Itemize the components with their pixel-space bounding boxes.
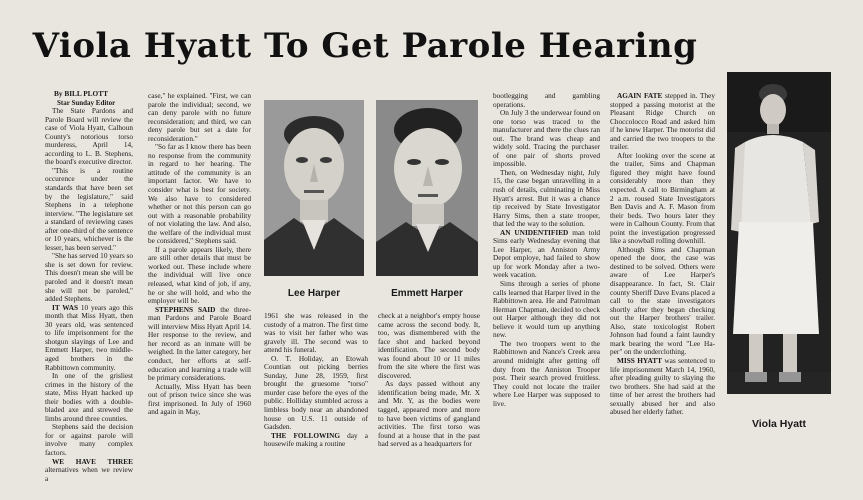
- paragraph: On July 3 the underwear found on one torso was traced to the manufacturer and there the clues ran out. The brand was cheap and widely sold. Tracing the purchaser of one pair of shorts proved impossible.: [493, 108, 600, 169]
- paragraph-lead: IT WAS: [52, 302, 79, 312]
- article-column-6: [610, 92, 715, 490]
- paragraph: "So far as I know there has been no response from the community in regard to her hearing. The attitude of the community is an important factor. We have to consider what is best for society. We also have to considered whether or not this person can go out with a reasonable probability of not violating the law. And also, the welfare of the individual must be considered," Stephens said.: [148, 142, 251, 246]
- emmett-harper-photo: [376, 100, 478, 276]
- paragraph: bootlegging and gambling operations.: [493, 92, 600, 109]
- viola-hyatt-photo: [727, 72, 831, 394]
- article-column-3: [264, 312, 368, 490]
- paragraph: Sims through a series of phone calls learned that Harper lived in the Rabbittown area. He and Patrolman Herman Chapman, decided to check out Harper although they did not believe it would turn up anything new.: [493, 279, 600, 340]
- paragraph: AN UNIDENTIFIED man told Sims early Wednesday evening that Lee Harper, an Anniston Army Depot employe, had failed to show up for work Monday after a two-week vacation.: [493, 227, 600, 280]
- paragraph: MISS HYATT was sentenced to life imprisonment March 14, 1960, after pleading guilty to slaying the two brothers. She had said at the time of her arrest the brothers had sexually abused her and also abused her elderly father.: [610, 355, 715, 417]
- paragraph: Stephens said the decision for or against parole will involve many complex factors.: [45, 422, 133, 457]
- paragraph-lead: THE FOLLOWING: [271, 430, 341, 440]
- portrait-image: [376, 100, 478, 276]
- article-column-2: [148, 92, 251, 490]
- paragraph-lead: STEPHENS SAID: [155, 304, 216, 314]
- lee-harper-photo: [264, 100, 364, 276]
- lee-harper-caption: Lee Harper: [287, 288, 341, 299]
- paragraph: THE FOLLOWING day a housewife making a routine: [264, 430, 368, 449]
- paragraph: As days passed without any identification being made, Mr. X and Mr. Y, as the bodies were tagged, appeared more and more to have been victims of gangland activities. The first torso was found at a house that in the past had served as a headquarters for: [378, 379, 480, 449]
- article-column-4: [378, 312, 480, 490]
- paragraph: AGAIN FATE stepped in. They stopped a passing motorist at the Pleasant Ridge Church on Choccolocco Road and asked him if he knew Harper. The motorist did and carried the two troopers to the trailer.: [610, 92, 715, 152]
- paragraph: 1961 she was released in the custody of a matron. The first time was to visit her father who was gravely ill. The second was to attend his funeral.: [264, 312, 368, 355]
- paragraph: "This is a routine occurence under the standards that have been set by the legislature," said Stephens in a telephone interview. "The legislature set a standard of reviewing cases after one-third of the sentence or 10 years, whichever is the lesser, has been served.": [45, 165, 133, 252]
- paragraph-lead: AN UNIDENTIFIED: [500, 227, 569, 237]
- paragraph: case," he explained. "First, we can parole the individual; second, we can deny parole with no future reconsideration; and third, we can deny parole but set a date for reconsideration.": [148, 92, 251, 143]
- paragraph: After looking over the scene at the trailer, Sims and Chapman figured they might have found considerably more than they expected. A call to Birmingham at 2 a.m. roused State Investigators Ben Davis and A. F. Mason from their beds. Two hours later they were in Calhoun County. From that point the investigation progressed like a snowball rolling downhill.: [610, 150, 715, 246]
- byline-name: By BILL PLOTT: [54, 90, 108, 98]
- paragraph: The two troopers went to the Rabbittown and Nance's Creek area around midnight after getting off duty from the Anniston Trooper post. Their search proved fruitless. They could not locate the trailer where Lee Harper was supposed to live.: [493, 338, 600, 408]
- byline-title: Star Sunday Editor: [57, 98, 116, 107]
- paragraph-lead: MISS HYATT: [617, 355, 662, 365]
- paragraph-lead: WE HAVE THREE: [52, 456, 133, 466]
- portrait-image: [727, 72, 831, 394]
- paragraph: Then, on Wednesday night, July 15, the case began unravelling in a rush of details, culminating in Miss Hyatt's arrest. But it was a chance tip received by State Investigator Harry Sims, then a state trooper, that led the way to the solution.: [493, 167, 600, 229]
- article-column-1: [45, 90, 133, 490]
- portrait-image: [264, 100, 364, 276]
- paragraph-lead: AGAIN FATE: [617, 92, 663, 100]
- emmett-harper-caption: Emmett Harper: [391, 288, 463, 299]
- paragraph: If a parole appears likely, there are still other details that must be worked out. These include where the individual will live once released, what kind of job, if any, he or she will hold, and who the employer will be.: [148, 244, 251, 306]
- paragraph: O. T. Holiday, an Etowah Countian out picking berries Sunday, June 28, 1959, first brought the gruesome "torso" murder case before the eyes of the public. Holliday stumbled across a limbless body near an abandoned house on U.S. 11 outside of Gadsden.: [264, 353, 368, 432]
- paragraph: In one of the grisliest crimes in the history of the state, Miss Hyatt hacked up their bodies with a double-bladed axe and strewed the limbs around three counties.: [45, 371, 133, 423]
- paragraph: "She has served 10 years so she is set down for review. This doesn't mean she will be paroled and it doesn't mean she will not be paroled," added Stephens.: [45, 251, 133, 304]
- paragraph: IT WAS 10 years ago this month that Miss Hyatt, then 30 years old, was sentenced to life imprisonment for the shotgun slayings of Lee and Emmett Harper, two middle-aged brothers in the Rabbittown community.: [45, 302, 133, 372]
- paragraph: The State Pardons and Parole Board will review the case of Viola Hyatt, Calhoun County's notorious torso murderess, April 14, according to L. B. Stephens, the board's executive director.: [45, 106, 133, 167]
- article-column-5: [493, 92, 600, 490]
- headline: Viola Hyatt To Get Parole Hearing: [32, 26, 698, 66]
- paragraph: STEPHENS SAID the three-man Pardons and Parole Board will interview Miss Hyatt April 14. Her response to the review, and her record as an inmate will be weighed. In the latter category, her conduct, her efforts at self-education and learning a trade will be primary considerations.: [148, 304, 251, 383]
- paragraph: check at a neighbor's empty house came across the second body. It, too, was dismembered with the face shot and hacked beyond identification. The second body was found about 10 or 11 miles from the site where the first was discovered.: [378, 312, 480, 380]
- paragraph: Although Sims and Chapman opened the door, the case was destined to be solved. Others were aware of Lee Harper's disappearance. In fact, St. Clair county Sheriff Dave Evans placed a call to the state investigators shortly after they began checking out the Harper brothers' trailer. Also, state toxicologist Robert Johnson had found a faint laundry mark bearing the word "Lee Ha-per" on the underclothing.: [610, 244, 715, 357]
- paragraph: WE HAVE THREE alternatives when we review a: [45, 456, 133, 483]
- viola-hyatt-caption: Viola Hyatt: [751, 418, 807, 430]
- paragraph: Actually, Miss Hyatt has been out of prison twice since she was first imprisoned. In July of 1960 and again in May,: [148, 381, 251, 417]
